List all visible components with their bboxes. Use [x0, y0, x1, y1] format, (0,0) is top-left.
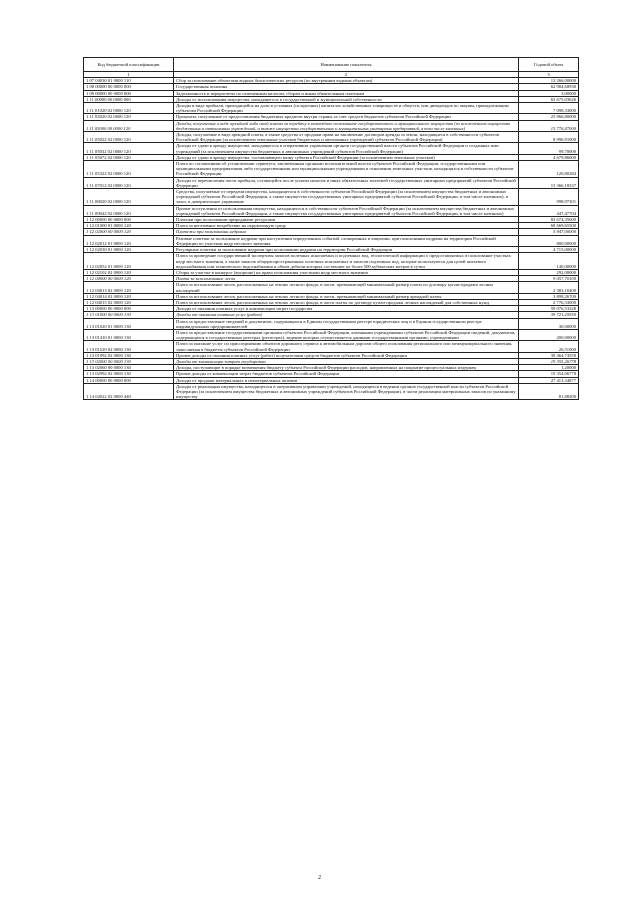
header-num-1: 1 — [84, 72, 174, 78]
row-name: Сборы за участие в конкурсе (аукционе) на право пользования участками недр местного значения — [174, 269, 519, 275]
row-name: Государственная пошлина — [174, 84, 519, 90]
row-value: 19 355,26778 — [519, 358, 579, 364]
row-name: Плата за негативное воздействие на окружающую среду — [174, 223, 519, 229]
row-name: Доходы от перечисления части прибыли, остающейся после уплаты налогов и иных обязательных платежей государственных унитарных предприятий субъектов Российской Федерации — [174, 177, 519, 188]
row-name: Доходы в виде прибыли, приходящейся на доли в уставных (складочных) капиталах хозяйственных товариществ и обществ, или дивидендов по акциям, принадлежащим субъектам Российской Федерации — [174, 103, 519, 114]
row-name: Доходы от оказания платных услуг и компенсации затрат государства — [174, 306, 519, 312]
row-name: Плата за предоставление государственными органами субъектов Российской Федерации, казенными учреждениями субъектов Российской Федерации сведений, документов, содержащихся в государственных реестрах (регистрах), ведение которых осуществляется данными государственными органами, учреждениями — [174, 329, 519, 340]
row-name: Задолженность и перерасчеты по отмененным налогам, сборам и иным обязательным платежам — [174, 90, 519, 96]
row-name: Доходы от сдачи в аренду имущества, составляющего казну субъекта Российской Федерации (за исключением земельных участков) — [174, 154, 519, 160]
row-code: 1 13 01000 00 0000 130 — [84, 312, 174, 318]
row-code: 1 13 00000 00 0000 000 — [84, 306, 174, 312]
row-name: Средства, получаемые от передачи имущества, находящегося в собственности субъектов Российской Федерации (за исключением имущества бюджетных и автономных учреждений субъектов Российской Федерации, а также имущества государственных унитарных предприятий субъектов Российской Федерации, в том числе казенных), в залог, в доверительное управление — [174, 189, 519, 206]
table-row — [84, 318, 579, 329]
row-value: 2 776,33000 — [519, 299, 579, 305]
row-code: 1 11 09042 02 0000 120 — [84, 205, 174, 216]
row-name: Прочие доходы от оказания платных услуг (работ) получателями средств бюджетов субъектов Российской Федерации — [174, 352, 519, 358]
row-code: 1 11 08020 02 0000 120 — [84, 189, 174, 206]
table-row — [84, 143, 579, 154]
row-name: Прочие поступления от использования имущества, находящегося в собственности субъектов Российской Федерации (за исключением имущества бюджетных и автономных учреждений субъектов Российской Федерации, а также имущества государственных унитарных предприятий субъектов Российской Федерации, в том числе казенных) — [174, 205, 519, 216]
row-code: 1 14 00000 00 0000 000 — [84, 377, 174, 383]
row-name: Доходы от оказания платных услуг (работ) — [174, 312, 519, 318]
table-row — [84, 120, 579, 131]
table-row — [84, 177, 579, 188]
row-code: 1 12 04013 02 0000 120 — [84, 282, 174, 293]
row-value: 998,97301 — [519, 189, 579, 206]
row-name: Плата по соглашениям об установлении сервитута, заключенным органами исполнительной власти субъектов Российской Федерации, государственными или муниципальными предприятиями либо государственными или муниципальными учреждениями в отношении земельных участков, находящихся в собственности субъектов Российской Федерации — [174, 161, 519, 178]
table-row — [84, 341, 579, 352]
row-name: Платежи при пользовании недрами — [174, 229, 519, 235]
row-name: Разовые платежи за пользование недрами при наступлении определенных событий, оговоренных в лицензии, при пользовании недрами на территории Российской Федерации по участкам недр местного значения — [174, 235, 519, 246]
row-name: Доходы, поступающие в порядке возмещения бюджету субъекта Российской Федерации расходов, направленных на покрытие процессуальных издержек — [174, 365, 519, 371]
row-value: 200,00000 — [519, 329, 579, 340]
row-value: 9 057,70100 — [519, 276, 579, 282]
row-value: 39 464,74550 — [519, 352, 579, 358]
table-header — [84, 58, 579, 78]
row-name: Доходы от компенсации затрат государства — [174, 358, 519, 364]
row-code: 1 13 01410 01 0000 130 — [84, 329, 174, 340]
row-code: 1 13 02000 00 0000 130 — [84, 358, 174, 364]
table-row — [84, 132, 579, 143]
row-value: 5 947,00000 — [519, 229, 579, 235]
row-value: 63 675,03626 — [519, 96, 579, 102]
row-code: 1 14 02022 02 0000 440 — [84, 383, 174, 400]
revenue-table — [83, 57, 579, 400]
row-name: Плата за предоставление сведений и документов, содержащихся в Едином государственном реестре юридических лиц и в Едином государственном реестре индивидуальных предпринимателей — [174, 318, 519, 329]
row-name: Плата за оказание услуг по присоединению объектов дорожного сервиса к автомобильным дорогам общего пользования регионального или межмуниципального значения, зачисляемая в бюджеты субъектов Российской Федерации — [174, 341, 519, 352]
table-row — [84, 329, 579, 340]
row-value: 2 383,10400 — [519, 282, 579, 293]
row-name: Доходы, получаемые в виде арендной либо иной платы за передачу в возмездное пользование государственного и муниципального имущества (за исключением имущества бюджетных и автономных учреждений, а также имущества государственных и муниципальных унитарных предприятий, в том числе казенных) — [174, 120, 519, 131]
row-value: 30,00000 — [519, 318, 579, 329]
row-value: 68 669,65500 — [519, 223, 579, 229]
table-body — [84, 78, 579, 400]
row-code: 1 07 04030 01 0000 110 — [84, 78, 174, 84]
row-code: 1 11 05322 02 0000 120 — [84, 161, 174, 178]
row-value: 99,70000 — [519, 143, 579, 154]
row-code: 1 12 02052 01 0000 120 — [84, 253, 174, 270]
row-code: 1 12 02000 00 0000 120 — [84, 229, 174, 235]
row-name: Доходы от реализации имущества, находящегося в оперативном управлении учреждений, находящихся в ведении органов государственной власти субъектов Российской Федерации (за исключением имущества бюджетных и автономных учреждений субъектов Российской Федерации), в части реализации материальных запасов по указанному имуществу — [174, 383, 519, 400]
row-value: 26,51000 — [519, 341, 579, 352]
header-num-3: 3 — [519, 72, 579, 78]
row-value: 81,88200 — [519, 383, 579, 400]
row-value: 1,20000 — [519, 365, 579, 371]
row-code: 1 13 02992 02 0000 130 — [84, 371, 174, 377]
row-code: 1 08 00000 00 0000 000 — [84, 84, 174, 90]
row-code: 1 12 04014 02 0000 120 — [84, 293, 174, 299]
row-value: 83 674,35600 — [519, 217, 579, 223]
row-value: 15 366,18337 — [519, 177, 579, 188]
table-row — [84, 103, 579, 114]
row-name: Доходы от использования имущества, находящегося в государственной и муниципальной собственности — [174, 96, 519, 102]
row-value: 39 721,25550 — [519, 312, 579, 318]
row-value: 3,00000 — [519, 90, 579, 96]
row-value: 800,00000 — [519, 235, 579, 246]
row-value: 4 715,00000 — [519, 247, 579, 253]
row-value: 62 984,68930 — [519, 84, 579, 90]
row-value: 447,47704 — [519, 205, 579, 216]
row-value: 8 996,91000 — [519, 132, 579, 143]
table-row — [84, 235, 579, 246]
table-row — [84, 161, 579, 178]
row-name: Плата за использование лесов, расположенных на землях лесного фонда, в части, превышающей минимальный размер арендной платы — [174, 293, 519, 299]
row-value: 7 098,33000 — [519, 103, 579, 114]
row-name: Плата за использование лесов, расположенных на землях лесного фонда, в части платы по договору купли-продажи лесных насаждений для собственных нужд — [174, 299, 519, 305]
header-name: Наименование показателя — [174, 58, 519, 72]
row-name: Регулярные платежи за пользование недрами при пользовании недрами на территории Российской Федерации — [174, 247, 519, 253]
row-code: 1 11 05022 02 0000 120 — [84, 132, 174, 143]
row-name: Проценты, полученные от предоставления бюджетных кредитов внутри страны за счет средств бюджетов субъектов Российской Федерации — [174, 114, 519, 120]
row-code: 1 12 04000 00 0000 120 — [84, 276, 174, 282]
table-row — [84, 189, 579, 206]
table-row — [84, 282, 579, 293]
row-code: 1 11 05032 02 0000 120 — [84, 143, 174, 154]
row-value: 13 776,47000 — [519, 120, 579, 131]
row-code: 1 12 04015 02 0000 120 — [84, 299, 174, 305]
row-code: 1 11 05000 00 0000 120 — [84, 120, 174, 131]
row-code: 1 11 03020 02 0000 120 — [84, 114, 174, 120]
row-code: 1 12 00000 00 0000 000 — [84, 217, 174, 223]
row-code: 1 13 01020 01 0000 130 — [84, 318, 174, 329]
row-code: 1 12 01000 01 0000 120 — [84, 223, 174, 229]
row-code: 1 11 00000 00 0000 000 — [84, 96, 174, 102]
header-value: Годовой объем — [519, 58, 579, 72]
header-code: Код бюджетной классификации — [84, 58, 174, 72]
row-name: Плата за проведение государственной экспертизы запасов полезных ископаемых и подземных вод, геологической информации о предоставляемых в пользование участках недр местного значения, а также запасов общераспространенных полезных ископаемых и запасов подземных вод, которые используются для целей питьевого водоснабжения или технического водоснабжения и объем добычи которых составляет не более 500 кубических метров в сутки — [174, 253, 519, 270]
row-name: Плата за использование лесов — [174, 276, 519, 282]
row-code: 1 11 07012 02 0000 120 — [84, 177, 174, 188]
row-code: 1 09 00000 00 0000 000 — [84, 90, 174, 96]
row-name: Плата за использование лесов, расположенных на землях лесного фонда, в части, превышающей минимальный размер платы по договору купли-продажи лесных насаждений — [174, 282, 519, 293]
row-code: 1 12 02030 01 0000 120 — [84, 247, 174, 253]
table-row — [84, 383, 579, 400]
row-value: 4 679,86000 — [519, 154, 579, 160]
table-row — [84, 253, 579, 270]
row-code: 1 11 05072 02 0000 120 — [84, 154, 174, 160]
row-code: 1 13 01992 02 0000 130 — [84, 352, 174, 358]
row-code: 1 11 01020 02 0000 120 — [84, 103, 174, 114]
row-name: Доходы от сдачи в аренду имущества, находящегося в оперативном управлении органов государственной власти субъектов Российской Федерации и созданных ими учреждений (за исключением имущества бюджетных и автономных учреждений субъектов Российской Федерации) — [174, 143, 519, 154]
row-value: 27 413,34877 — [519, 377, 579, 383]
row-code: 1 13 01520 02 0000 130 — [84, 341, 174, 352]
row-value: 19 354,06778 — [519, 371, 579, 377]
row-name: Платежи при пользовании природными ресурсами — [174, 217, 519, 223]
row-value: 140,00000 — [519, 253, 579, 270]
row-value: 292,00000 — [519, 269, 579, 275]
page-number: 2 — [318, 875, 321, 881]
header-num-2: 2 — [174, 72, 519, 78]
row-name: Доходы, получаемые в виде арендной платы, а также средства от продажи права на заключение договоров аренды за земли, находящиеся в собственности субъектов Российской Федерации (за исключением земельных участков бюджетных и автономных учреждений субъектов Российской Федерации) — [174, 132, 519, 143]
row-code: 1 12 02102 02 0000 120 — [84, 269, 174, 275]
row-value: 25 866,80000 — [519, 114, 579, 120]
row-value: 120,80284 — [519, 161, 579, 178]
row-code: 1 12 02012 01 0000 120 — [84, 235, 174, 246]
row-name: Сбор за пользование объектами водных биологических ресурсов (по внутренним водным объектам) — [174, 78, 519, 84]
row-name: Доходы от продажи материальных и нематериальных активов — [174, 377, 519, 383]
row-value: 13 266,00000 — [519, 78, 579, 84]
row-name: Прочие доходы от компенсации затрат бюджетов субъектов Российской Федерации — [174, 371, 519, 377]
row-value: 3 898,26700 — [519, 293, 579, 299]
table-row — [84, 205, 579, 216]
row-code: 1 13 02060 00 0000 130 — [84, 365, 174, 371]
row-value: 59 076,53328 — [519, 306, 579, 312]
